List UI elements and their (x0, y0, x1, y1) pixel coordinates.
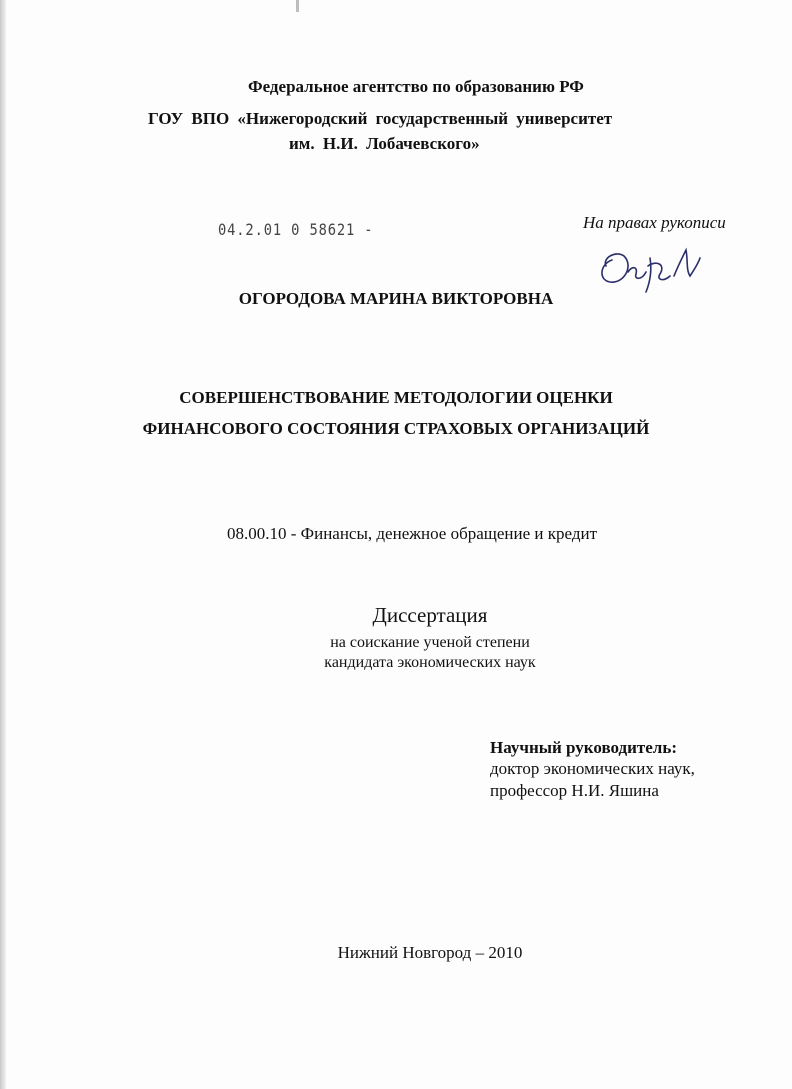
dissertation-title-line-1: СОВЕРШЕНСТВОВАНИЕ МЕТОДОЛОГИИ ОЦЕНКИ (179, 388, 613, 407)
registration-stamp: 04.2.01 0 58621 - (218, 220, 374, 239)
author-name: ОГОРОДОВА МАРИНА ВИКТОРОВНА (238, 289, 554, 308)
scan-edge-shadow (0, 0, 6, 1089)
degree-line-1: на соискание ученой степени (330, 634, 530, 651)
degree-line-2: кандидата экономических наук (324, 654, 536, 671)
university-name-line-2: им. Н.И. Лобачевского» (289, 134, 480, 153)
agency-name: Федеральное агентство по образованию РФ (248, 77, 584, 96)
document-type: Диссертация (372, 603, 488, 627)
dissertation-title-line-2: ФИНАНСОВОГО СОСТОЯНИЯ СТРАХОВЫХ ОРГАНИЗАЦИЙ (142, 419, 650, 438)
university-name-line-1: ГОУ ВПО «Нижегородский государственный университет (148, 109, 613, 128)
supervisor-name: профессор Н.И. Яшина (490, 781, 659, 800)
city-and-year: Нижний Новгород – 2010 (337, 943, 523, 962)
rights-note: На правах рукописи (583, 213, 726, 232)
signature-icon (594, 236, 704, 294)
supervisor-degree: доктор экономических наук, (490, 759, 695, 778)
supervisor-heading: Научный руководитель: (490, 738, 677, 757)
specialty-code: 08.00.10 - Финансы, денежное обращение и кредит (227, 524, 598, 543)
scan-top-mark (296, 0, 299, 12)
